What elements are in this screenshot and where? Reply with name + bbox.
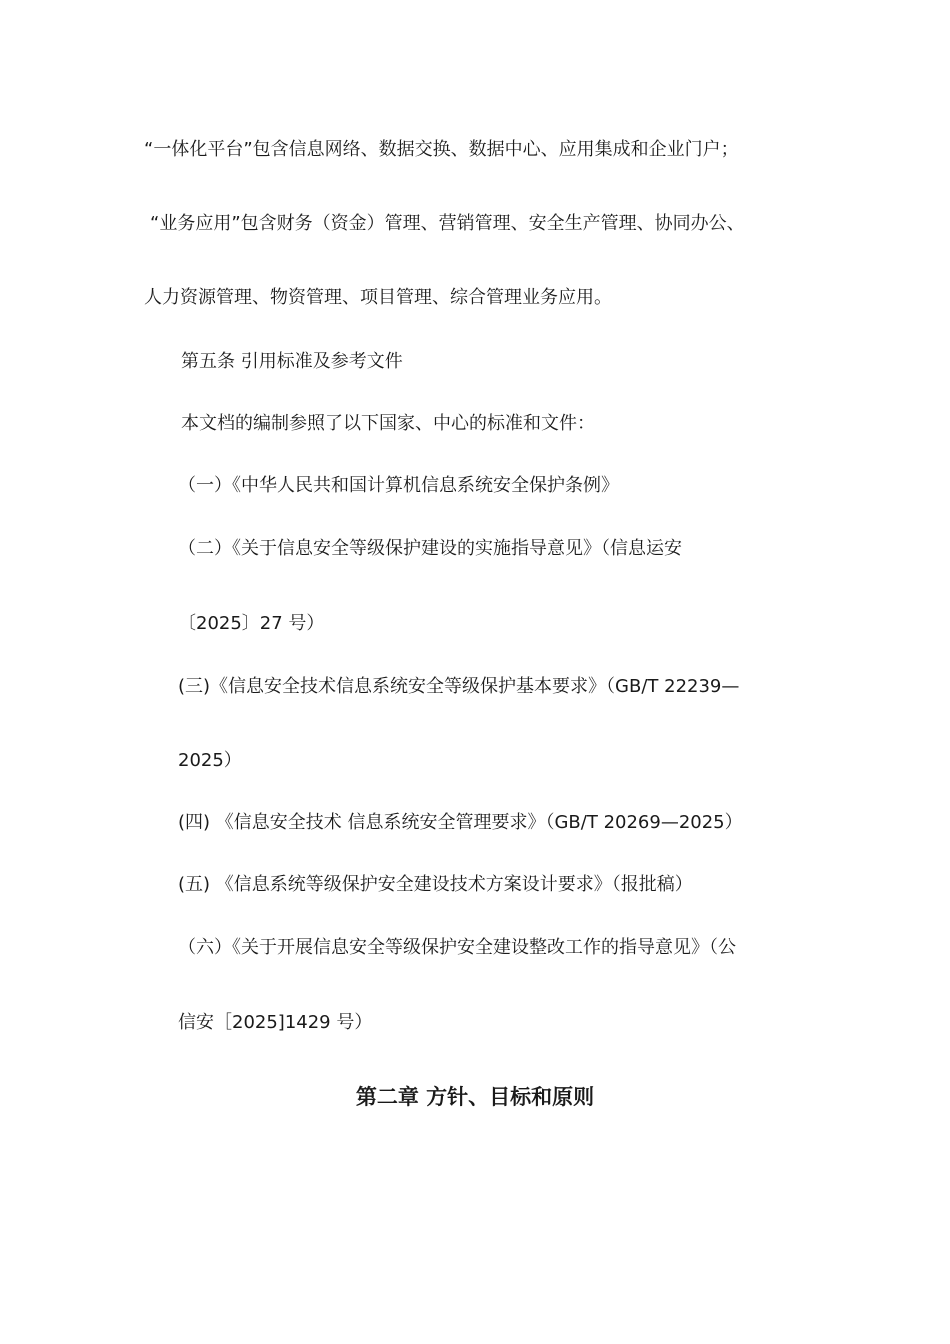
paragraph-line-2: “业务应用”包含财务（资金）管理、营销管理、安全生产管理、协同办公、	[150, 213, 745, 234]
reference-item-6: （六）《关于开展信息安全等级保护安全建设整改工作的指导意见》（公	[178, 937, 736, 958]
paragraph-line-1: “一体化平台”包含信息网络、数据交换、数据中心、应用集成和企业门户；	[144, 139, 739, 160]
reference-item-3: (三)《信息安全技术信息系统安全等级保护基本要求》（GB/T 22239—	[178, 676, 740, 697]
chapter-heading: 第二章 方针、目标和原则	[355, 1085, 595, 1109]
paragraph-line-3: 人力资源管理、物资管理、项目管理、综合管理业务应用。	[144, 287, 612, 308]
reference-item-3-cont: 2025）	[178, 750, 242, 771]
reference-item-6-cont: 信安［2025]1429 号）	[178, 1012, 373, 1033]
reference-item-2-cont: 〔2025〕27 号）	[178, 613, 325, 634]
intro-line: 本文档的编制参照了以下国家、中心的标准和文件：	[181, 413, 595, 434]
reference-item-2: （二）《关于信息安全等级保护建设的实施指导意见》（信息运安	[178, 538, 682, 559]
reference-item-1: （一）《中华人民共和国计算机信息系统安全保护条例》	[178, 475, 619, 496]
reference-item-5: (五) 《信息系统等级保护安全建设技术方案设计要求》（报批稿）	[178, 874, 693, 895]
article-five-title: 第五条 引用标准及参考文件	[181, 351, 403, 372]
reference-item-4: (四) 《信息安全技术 信息系统安全管理要求》（GB/T 20269—2025）	[178, 812, 743, 833]
